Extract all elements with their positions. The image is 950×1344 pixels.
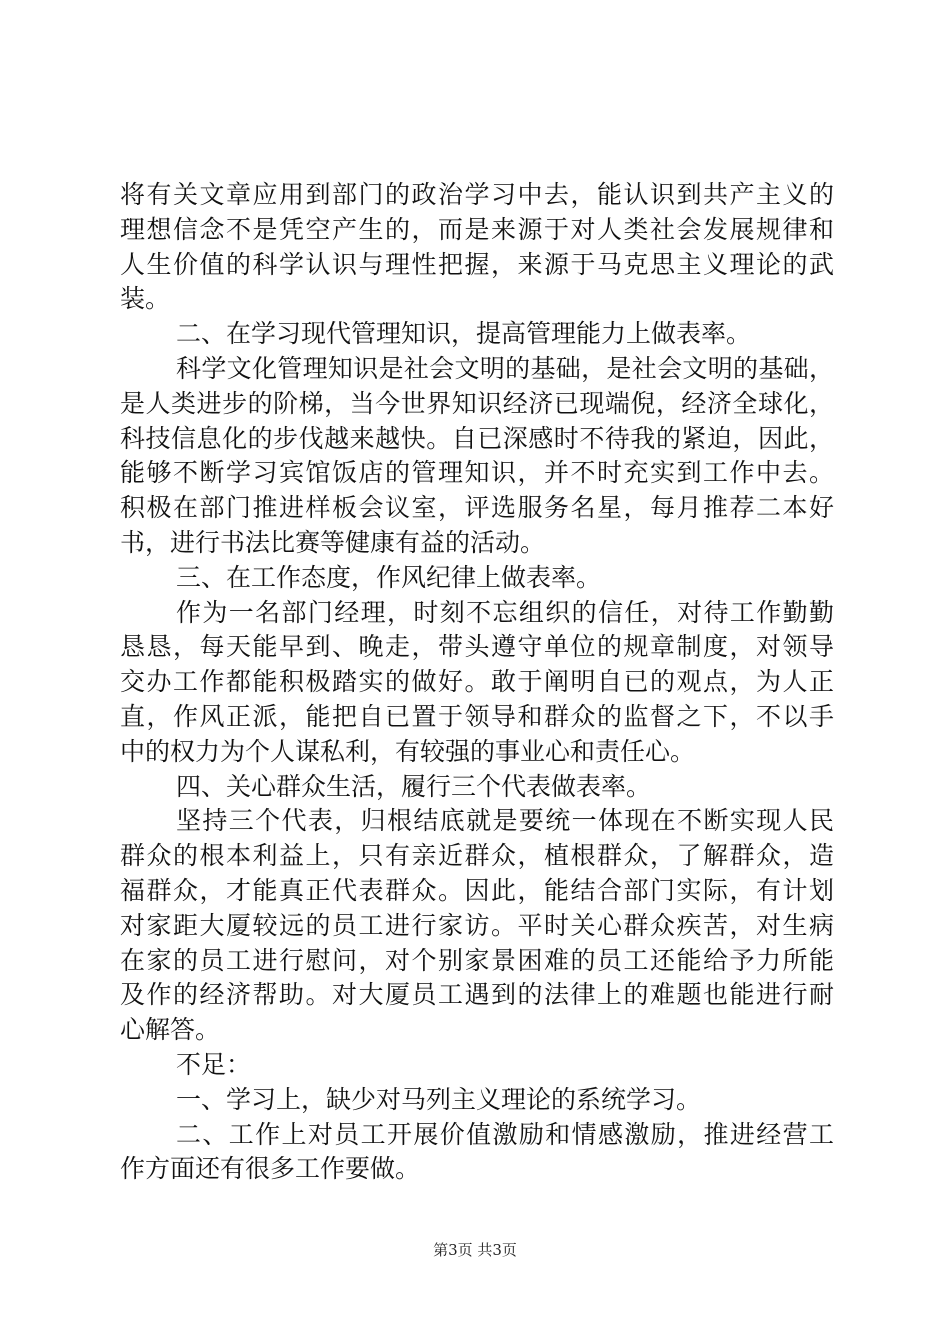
text-line: 书，进行书法比赛等健康有益的活动。	[120, 527, 546, 557]
text-line: 作为一名部门经理，时刻不忘组织的信任，对待工作勤勤	[176, 597, 834, 627]
text-line: 人生价值的科学认识与理性把握，来源于马克思主义理论的武	[120, 249, 834, 279]
text-line: 在家的员工进行慰问，对个别家景困难的员工还能给予力所能	[120, 945, 834, 975]
text-line: 不足：	[176, 1049, 252, 1079]
text-line: 能够不断学习宾馆饭店的管理知识，并不时充实到工作中去。	[120, 458, 834, 488]
text-line: 福群众，才能真正代表群众。因此，能结合部门实际，有计划	[120, 875, 834, 905]
text-line: 群众的根本利益上，只有亲近群众，植根群众，了解群众，造	[120, 841, 834, 871]
text-line: 中的权力为个人谋私利，有较强的事业心和责任心。	[120, 736, 696, 766]
page-footer: 第3页 共3页	[433, 1241, 517, 1259]
text-line: 将有关文章应用到部门的政治学习中去，能认识到共产主义的	[120, 180, 834, 209]
text-line: 科学文化管理知识是社会文明的基础，是社会文明的基础，	[176, 353, 834, 383]
text-line: 三、在工作态度，作风纪律上做表率。	[176, 562, 602, 592]
text-line: 二、工作上对员工开展价值激励和情感激励，推进经营工	[176, 1119, 834, 1149]
text-line: 四、关心群众生活，履行三个代表做表率。	[176, 771, 652, 801]
text-line: 坚持三个代表，归根结底就是要统一体现在不断实现人民	[176, 806, 834, 836]
document-body	[120, 178, 834, 1187]
text-line: 心解答。	[120, 1015, 221, 1045]
text-line: 是人类进步的阶梯，当今世界知识经济已现端倪，经济全球化，	[120, 388, 834, 418]
text-line: 作方面还有很多工作要做。	[120, 1154, 421, 1184]
text-line: 及作的经济帮助。对大厦员工遇到的法律上的难题也能进行耐	[120, 980, 834, 1010]
text-line: 积极在部门推进样板会议室，评选服务名星，每月推荐二本好	[120, 493, 834, 523]
text-line: 直，作风正派，能把自已置于领导和群众的监督之下，不以手	[120, 701, 834, 731]
text-line: 理想信念不是凭空产生的，而是来源于对人类社会发展规律和	[120, 214, 834, 244]
text-line: 一、学习上，缺少对马列主义理论的系统学习。	[176, 1084, 702, 1114]
text-line: 交办工作都能积极踏实的做好。敢于阐明自已的观点，为人正	[120, 667, 834, 697]
text-line: 二、在学习现代管理知识，提高管理能力上做表率。	[176, 319, 752, 349]
text-line: 对家距大厦较远的员工进行家访。平时关心群众疾苦，对生病	[120, 910, 834, 940]
text-line: 科技信息化的步伐越来越快。自已深感时不待我的紧迫，因此，	[120, 423, 834, 453]
text-line: 装。	[120, 284, 171, 314]
text-line: 恳恳，每天能早到、晚走，带头遵守单位的规章制度，对领导	[120, 632, 834, 662]
